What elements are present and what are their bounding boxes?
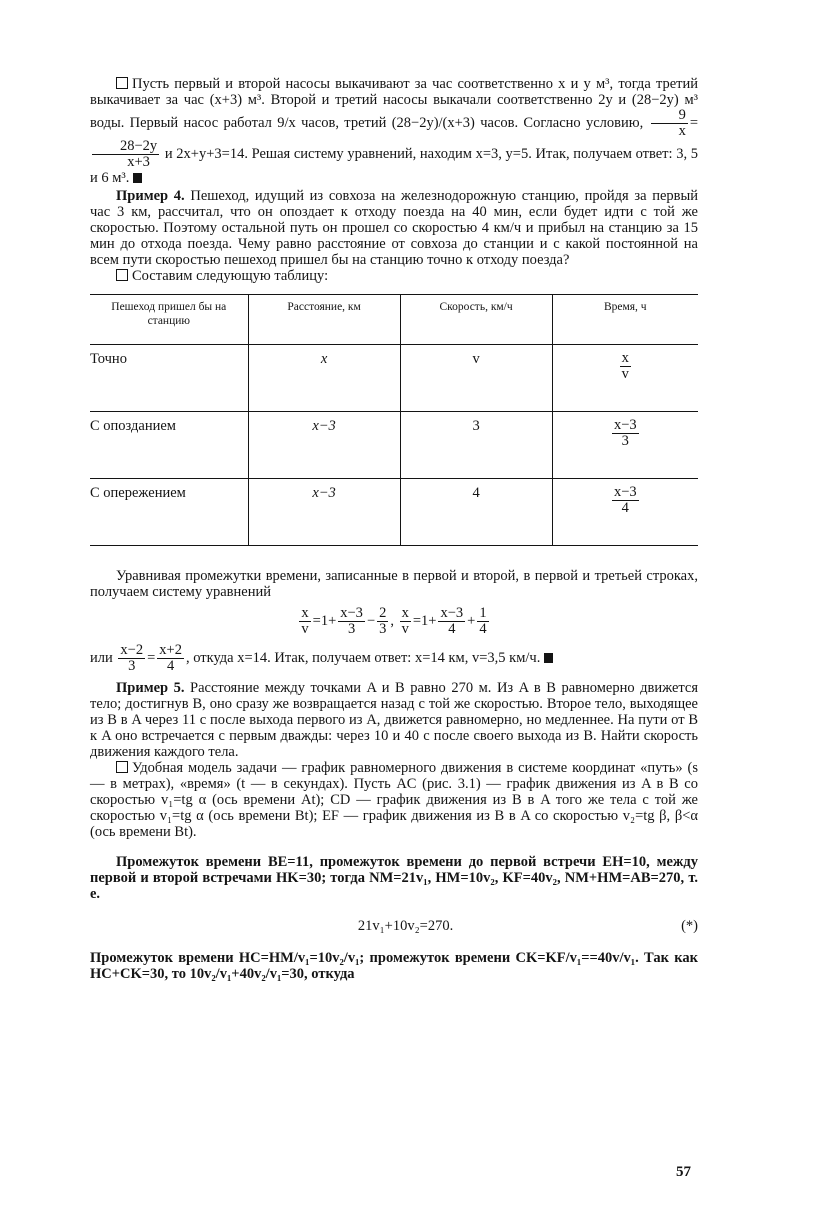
fraction: $\frac{x}{v}$ <box>621 350 629 382</box>
solution-start-square-icon <box>116 77 128 89</box>
paragraph-example-4: Пример 4. Пешеход, идущий из совхоза на железнодорожную станцию, пройдя за первый час 3 км, рассчитал, что он опоздает к отходу поезда на 40 мин, если будет идти с той же скоростью. Поэтому остальной путь он прошел со скоростью 4 км/ч и прибыл на станцию за 15 мин до отхода поезда. Чему равно расстояние от совхоза до станции и с какой постоянной на всем пути скоростью пешеход пришел бы на станцию точно к отходу поезда? <box>90 188 699 268</box>
table-row <box>90 479 698 546</box>
fraction: $\frac{1}{4}$ <box>479 605 487 637</box>
paragraph-time-relations: Промежуток времени HC=HM/v₁=10v₂/v₁; промежуток времени CK=KF/v₁==40v/v₁. Так как HC+CK=30, то 10v₂/v₁+40v₂/v₁=30, откуда <box>90 950 698 982</box>
fraction: $\frac{x-2}{3}$ <box>120 642 144 674</box>
solution-end-square-icon <box>544 653 553 663</box>
table-cell: x <box>248 345 400 412</box>
table-cell: x−3 <box>248 412 400 479</box>
paragraph-model: Удобная модель задачи — график равномерного движения в системе координат «путь» (s — в метрах), «время» (t — в секундах). Пусть AC (рис. 3.1) — график движения из A в B со скоростью v₁=tg α (ось времени At); CD — график движения из B в A того же тела с той же скоростью v₁=tg α (ось времени Bt); EF — график движения из B в A со скоростью v₂=tg β, β<α (ось времени Bt). <box>90 760 698 840</box>
fraction: $\frac{x-3}{4}$ <box>613 484 637 516</box>
example-label: Пример 5. <box>116 680 185 696</box>
table-cell: С опережением <box>90 479 248 546</box>
fraction: $\frac{2}{3}$ <box>379 605 387 637</box>
fraction: $\frac{28-2y}{x+3}$ <box>92 139 159 170</box>
table-header: Время, ч <box>552 295 698 345</box>
fraction: $\frac{x-3}{4}$ <box>440 605 464 637</box>
solution-start-square-icon <box>116 269 128 281</box>
fraction: $\frac{x-3}{3}$ <box>613 417 637 449</box>
table-header: Расстояние, км <box>248 295 400 345</box>
table-row <box>90 412 698 479</box>
table-header: Скорость, км/ч <box>400 295 552 345</box>
table-header-row <box>90 295 698 345</box>
paragraph-intervals: Промежуток времени BE=11, промежуток времени до первой встречи EH=10, между первой и второй встречами HK=30; тогда NM=21v₁, HM=10v₂, KF=40v₂, NM+HM=AB=270, т. е. <box>90 854 698 902</box>
equation: 21v₁+10v₂=270. <box>357 918 454 934</box>
table-cell: Точно <box>90 345 248 412</box>
paragraph-solution-3: Пусть первый и второй насосы выкачивают за час соответственно x и y м³, тогда третий выкачивает за час (x+3) м³. Второй и третий насосы выкачали соответственно 2y и (28−2y) м³ воды. Первый насос работал 9/x часов, третий (28−2y)/(x+3) часов. Согласно условию, $\frac{9}{x}$ = $\frac{28-2y}{x+3}$ и 2x+y+3=14. Решая систему уравнений, находим x=3, y=5. Итак, получаем ответ: 3, 5 и 6 м³. <box>90 76 699 186</box>
table-cell: 4 <box>400 479 552 546</box>
fraction: $\frac{x}{v}$ <box>301 605 309 637</box>
example-label: Пример 4. <box>116 188 185 204</box>
paragraph-system-intro: Уравнивая промежутки времени, записанные в первой и второй, в первой и третьей строках, получаем систему уравнений <box>90 568 698 600</box>
fraction: $\frac{9}{x}$ <box>651 108 688 139</box>
table-cell <box>552 412 698 479</box>
data-table <box>90 294 698 546</box>
table-cell: 3 <box>400 412 552 479</box>
table-cell <box>552 479 698 546</box>
fraction: $\frac{x-3}{3}$ <box>340 605 363 637</box>
table-cell <box>552 345 698 412</box>
table-header: Пешеход пришел бы на станцию <box>90 295 248 345</box>
paragraph-example-5: Пример 5. Расстояние между точками A и B равно 270 м. Из A в B равномерно движется тело; достигнув B, оно сразу же возвращается назад с той же скоростью. Второе тело, выходящее из B в A через 11 с после выхода первого из A, движется равномерно, но медленнее. На пути от B к A оно встречается с первым дважды: через 10 и 40 с после своего выхода из B. Найти скорость движения каждого тела. <box>90 680 699 760</box>
paragraph-table-intro: Составим следующую таблицу: <box>90 268 698 284</box>
equation-line <box>90 918 698 934</box>
equation-tag: (*) <box>681 918 698 934</box>
solution-start-square-icon <box>116 761 128 773</box>
table-cell: x−3 <box>248 479 400 546</box>
paragraph-answer-4: или $\frac{x-2}{3}$ = $\frac{x+2}{4}$ , откуда x=14. Итак, получаем ответ: x=14 км, v=3,5 км/ч. <box>90 643 698 674</box>
page-number: 57 <box>676 1164 691 1180</box>
solution-end-square-icon <box>133 173 142 183</box>
fraction: $\frac{x}{v}$ <box>401 605 409 637</box>
fraction: $\frac{x+2}{4}$ <box>159 642 182 674</box>
table-cell: С опозданием <box>90 412 248 479</box>
equation-system: $\frac{x}{v}$ =1+ $\frac{x-3}{3}$ − $\frac{2}{3}$ , $\frac{x}{v}$ =1+ $\frac{x-3}{4}$ + $\frac{1}{4}$ <box>301 605 487 637</box>
table-cell: v <box>400 345 552 412</box>
page-body <box>90 76 698 982</box>
table-row <box>90 345 698 412</box>
